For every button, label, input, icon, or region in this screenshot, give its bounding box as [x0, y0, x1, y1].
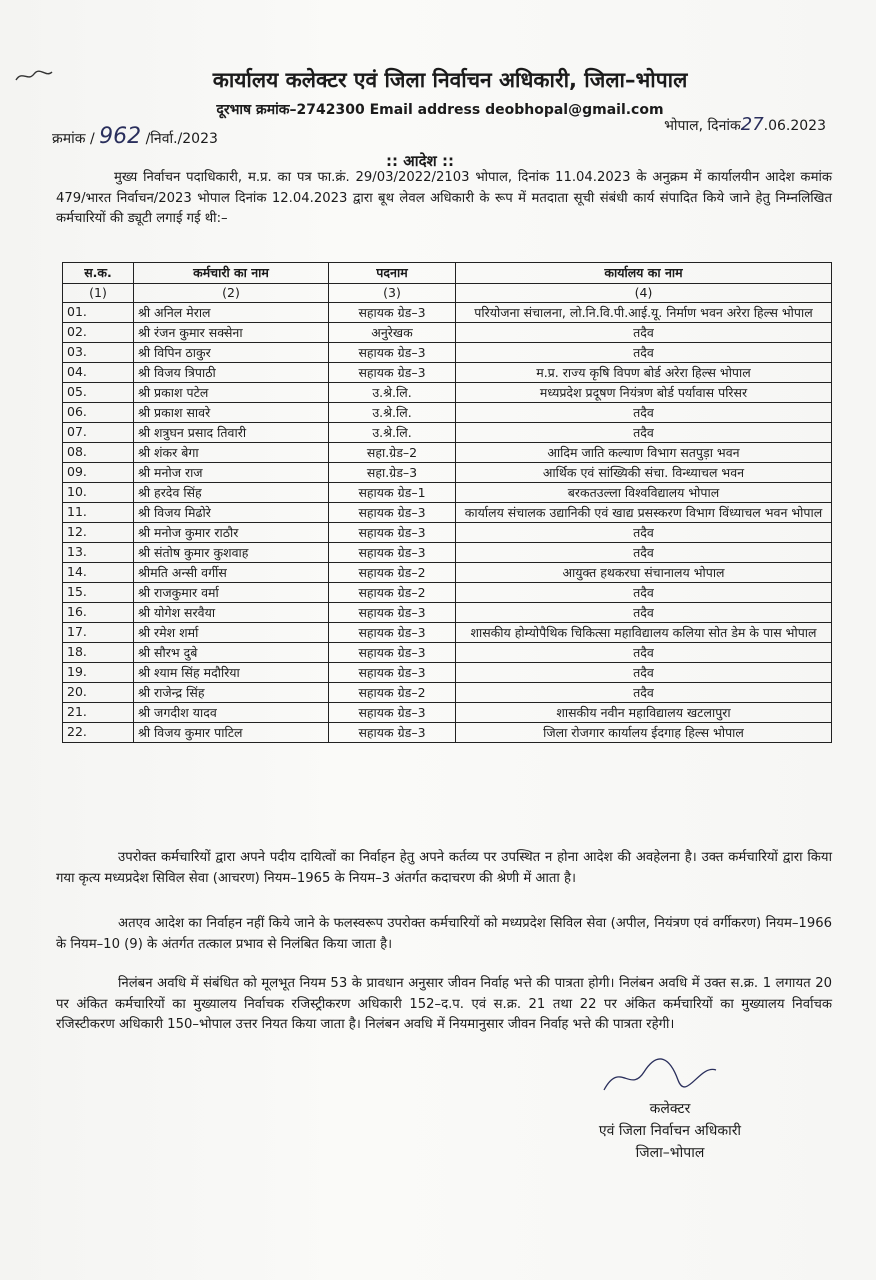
cell-name: श्री श्याम सिंह मदौरिया: [134, 663, 329, 683]
col-number-3: (3): [329, 284, 456, 303]
cell-office: शासकीय नवीन महाविद्यालय खटलापुरा: [456, 703, 832, 723]
cell-post: सहायक ग्रेड–3: [329, 363, 456, 383]
table-row: [63, 723, 832, 743]
cell-name: श्री प्रकाश पटेल: [134, 383, 329, 403]
cell-post: सहा.ग्रेड–2: [329, 443, 456, 463]
cell-post: सहायक ग्रेड–3: [329, 303, 456, 323]
cell-post: अनुरेखक: [329, 323, 456, 343]
cell-sn: 08.: [63, 443, 134, 463]
order-date: [664, 114, 826, 135]
cell-post: सहायक ग्रेड–3: [329, 503, 456, 523]
col-number-4: (4): [456, 284, 832, 303]
cell-sn: 15.: [63, 583, 134, 603]
signature-scrawl: [600, 1050, 720, 1100]
cell-sn: 13.: [63, 543, 134, 563]
cell-office: जिला रोजगार कार्यालय ईदगाह हिल्स भोपाल: [456, 723, 832, 743]
table-row: [63, 543, 832, 563]
cell-sn: 20.: [63, 683, 134, 703]
cell-post: सहायक ग्रेड–3: [329, 343, 456, 363]
cell-office: म.प्र. राज्य कृषि विपण बोर्ड अरेरा हिल्स भोपाल: [456, 363, 832, 383]
cell-post: सहायक ग्रेड–1: [329, 483, 456, 503]
cell-sn: 06.: [63, 403, 134, 423]
cell-office: तदैव: [456, 403, 832, 423]
col-header-name: कर्मचारी का नाम: [134, 263, 329, 284]
cell-name: श्री सौरभ दुबे: [134, 643, 329, 663]
col-header-office: कार्यालय का नाम: [456, 263, 832, 284]
paragraph-suspension: अतएव आदेश का निर्वाहन नहीं किये जाने के फलस्वरूप उपरोक्त कर्मचारियों को मध्यप्रदेश सिविल सेवा (अपील, नियंत्रण एवं वर्गीकरण) नियम–1966 के नियम–10 (9) के अंतर्गत तत्काल प्रभाव से निलंबित किया जाता है।: [56, 916, 832, 952]
cell-sn: 11.: [63, 503, 134, 523]
table-row: [63, 403, 832, 423]
ref-suffix: /निर्वा./2023: [145, 131, 218, 147]
table-row: [63, 563, 832, 583]
cell-sn: 19.: [63, 663, 134, 683]
order-heading: :: आदेश ::: [386, 152, 454, 170]
cell-name: श्री अनिल मेराल: [134, 303, 329, 323]
cell-post: सहायक ग्रेड–3: [329, 723, 456, 743]
cell-post: सहा.ग्रेड–3: [329, 463, 456, 483]
cell-name: श्री संतोष कुमार कुशवाह: [134, 543, 329, 563]
cell-name: श्री जगदीश यादव: [134, 703, 329, 723]
table-row: [63, 683, 832, 703]
signatory-role: एवं जिला निर्वाचन अधिकारी: [598, 1123, 742, 1139]
cell-office: मध्यप्रदेश प्रदूषण नियंत्रण बोर्ड पर्यावास परिसर: [456, 383, 832, 403]
cell-post: सहायक ग्रेड–2: [329, 683, 456, 703]
cell-office: तदैव: [456, 643, 832, 663]
cell-name: श्री मनोज राज: [134, 463, 329, 483]
cell-office: परियोजना संचालना, लो.नि.वि.पी.आई.यू. निर्माण भवन अरेरा हिल्स भोपाल: [456, 303, 832, 323]
table-column-number-row: [63, 284, 832, 303]
contact-line: दूरभाष क्रमांक–2742300 Email address deobhopal@gmail.com: [216, 102, 664, 118]
cell-sn: 03.: [63, 343, 134, 363]
cell-office: शासकीय होम्योपैथिक चिकित्सा महाविद्यालय कलिया सोत डेम के पास भोपाल: [456, 623, 832, 643]
cell-name: श्री मनोज कुमार राठौर: [134, 523, 329, 543]
cell-sn: 09.: [63, 463, 134, 483]
table-row: [63, 443, 832, 463]
cell-sn: 02.: [63, 323, 134, 343]
table-row: [63, 663, 832, 683]
signatory-district: जिला–भोपाल: [635, 1145, 705, 1161]
table-row: [63, 423, 832, 443]
cell-name: श्रीमति अन्सी वर्गीस: [134, 563, 329, 583]
table-header-row: [63, 263, 832, 284]
cell-sn: 18.: [63, 643, 134, 663]
cell-sn: 17.: [63, 623, 134, 643]
table-row: [63, 643, 832, 663]
table-row: [63, 583, 832, 603]
cell-office: आयुक्त हथकरघा संचानालय भोपाल: [456, 563, 832, 583]
cell-post: सहायक ग्रेड–3: [329, 703, 456, 723]
cell-sn: 07.: [63, 423, 134, 443]
margin-scribble: [14, 66, 54, 84]
cell-sn: 04.: [63, 363, 134, 383]
cell-post: सहायक ग्रेड–3: [329, 523, 456, 543]
signature-block: [560, 1098, 780, 1164]
cell-sn: 16.: [63, 603, 134, 623]
cell-name: श्री विजय कुमार पाटिल: [134, 723, 329, 743]
cell-sn: 21.: [63, 703, 134, 723]
intro-paragraph: मुख्य निर्वाचन पदाधिकारी, म.प्र. का पत्र फा.क्रं. 29/03/2022/2103 भोपाल, दिनांक 11.04.2023 के अनुक्रम में कार्यालयीन आदेश कमांक 479/भारत निर्वाचन/2023 भोपाल दिनांक 12.04.2023 द्वारा बूथ लेवल अधिकारी के रूप में मतदाता सूची संबंधी कार्य संपादित किये जाने हेतु निम्नलिखित कर्मचारियों की ड्यूटी लगाई गई थी:–: [56, 170, 832, 226]
cell-name: श्री विजय त्रिपाठी: [134, 363, 329, 383]
cell-post: सहायक ग्रेड–3: [329, 663, 456, 683]
cell-sn: 14.: [63, 563, 134, 583]
cell-name: श्री शंकर बेगा: [134, 443, 329, 463]
cell-name: श्री रमेश शर्मा: [134, 623, 329, 643]
col-number-2: (2): [134, 284, 329, 303]
cell-post: सहायक ग्रेड–3: [329, 643, 456, 663]
cell-office: तदैव: [456, 603, 832, 623]
table-row: [63, 603, 832, 623]
cell-sn: 01.: [63, 303, 134, 323]
table-row: [63, 703, 832, 723]
ref-number-handwritten: 962: [99, 124, 142, 149]
table-row: [63, 623, 832, 643]
col-number-1: (1): [63, 284, 134, 303]
office-title: कार्यालय कलेक्टर एवं जिला निर्वाचन अधिकारी, जिला–भोपाल: [212, 68, 688, 92]
staff-table-body: [63, 303, 832, 743]
cell-sn: 05.: [63, 383, 134, 403]
table-row: [63, 383, 832, 403]
cell-sn: 12.: [63, 523, 134, 543]
cell-office: कार्यालय संचालक उद्यानिकी एवं खाद्य प्रसस्करण विभाग विंध्याचल भवन भोपाल: [456, 503, 832, 523]
cell-office: तदैव: [456, 583, 832, 603]
signatory-designation: कलेक्टर: [649, 1101, 691, 1117]
table-row: [63, 323, 832, 343]
cell-name: श्री प्रकाश सावरे: [134, 403, 329, 423]
date-day-handwritten: 27: [740, 114, 764, 135]
cell-post: उ.श्रे.लि.: [329, 423, 456, 443]
cell-name: श्री राजेन्द्र सिंह: [134, 683, 329, 703]
cell-office: तदैव: [456, 663, 832, 683]
cell-office: तदैव: [456, 323, 832, 343]
cell-office: बरकतउल्ला विश्वविद्यालय भोपाल: [456, 483, 832, 503]
table-row: [63, 463, 832, 483]
date-rest: .06.2023: [763, 118, 826, 134]
cell-name: श्री विपिन ठाकुर: [134, 343, 329, 363]
cell-post: सहायक ग्रेड–3: [329, 603, 456, 623]
col-header-post: पदनाम: [329, 263, 456, 284]
cell-name: श्री रंजन कुमार सक्सेना: [134, 323, 329, 343]
cell-name: श्री शत्रुघन प्रसाद तिवारी: [134, 423, 329, 443]
cell-office: आदिम जाति कल्याण विभाग सतपुड़ा भवन: [456, 443, 832, 463]
cell-office: आर्थिक एवं सांख्यिकी संचा. विन्ध्याचल भवन: [456, 463, 832, 483]
paragraph-allowance: निलंबन अवधि में संबंधित को मूलभूत नियम 53 के प्रावधान अनुसार जीवन निर्वाह भत्ते की पात्रता होगी। निलंबन अवधि में उक्त स.क्र. 1 लगायत 20 पर अंकित कर्मचारियों का मुख्यालय निर्वाचक रजिस्ट्रीकरण अधिकारी 152–द.प. एवं स.क्र. 21 तथा 22 पर अंकित कर्मचारियों का मुख्यालय निर्वाचक रजिस्टीकरण अधिकारी 150–भोपाल उत्तर नियत किया जाता है। निलंबन अवधि में नियमानुसार जीवन निर्वाह भत्ते की पात्रता रहेगी।: [56, 976, 832, 1032]
cell-name: श्री योगेश सरवैया: [134, 603, 329, 623]
cell-post: उ.श्रे.लि.: [329, 403, 456, 423]
cell-name: श्री हरदेव सिंह: [134, 483, 329, 503]
table-row: [63, 343, 832, 363]
table-row: [63, 523, 832, 543]
cell-office: तदैव: [456, 343, 832, 363]
cell-office: तदैव: [456, 523, 832, 543]
table-row: [63, 363, 832, 383]
cell-sn: 22.: [63, 723, 134, 743]
table-row: [63, 503, 832, 523]
cell-sn: 10.: [63, 483, 134, 503]
staff-table: [62, 262, 832, 743]
cell-office: तदैव: [456, 683, 832, 703]
cell-post: उ.श्रे.लि.: [329, 383, 456, 403]
paragraph-misconduct: उपरोक्त कर्मचारियों द्वारा अपने पदीय दायित्वों का निर्वाहन हेतु अपने कर्तव्य पर उपस्थित न होना आदेश की अवहेलना है। उक्त कर्मचारियों द्वारा किया गया कृत्य मध्यप्रदेश सिविल सेवा (आचरण) नियम–1965 के नियम–3 अंतर्गत कदाचरण की श्रेणी में आता है।: [56, 850, 832, 886]
cell-name: श्री राजकुमार वर्मा: [134, 583, 329, 603]
cell-post: सहायक ग्रेड–3: [329, 623, 456, 643]
table-row: [63, 483, 832, 503]
cell-post: सहायक ग्रेड–2: [329, 563, 456, 583]
cell-post: सहायक ग्रेड–3: [329, 543, 456, 563]
reference-number: [52, 124, 218, 149]
col-header-sn: स.क.: [63, 263, 134, 284]
cell-office: तदैव: [456, 543, 832, 563]
ref-prefix: क्रमांक /: [52, 131, 95, 147]
date-prefix: भोपाल, दिनांक: [664, 118, 741, 134]
cell-post: सहायक ग्रेड–2: [329, 583, 456, 603]
table-row: [63, 303, 832, 323]
cell-office: तदैव: [456, 423, 832, 443]
cell-name: श्री विजय मिढोरे: [134, 503, 329, 523]
